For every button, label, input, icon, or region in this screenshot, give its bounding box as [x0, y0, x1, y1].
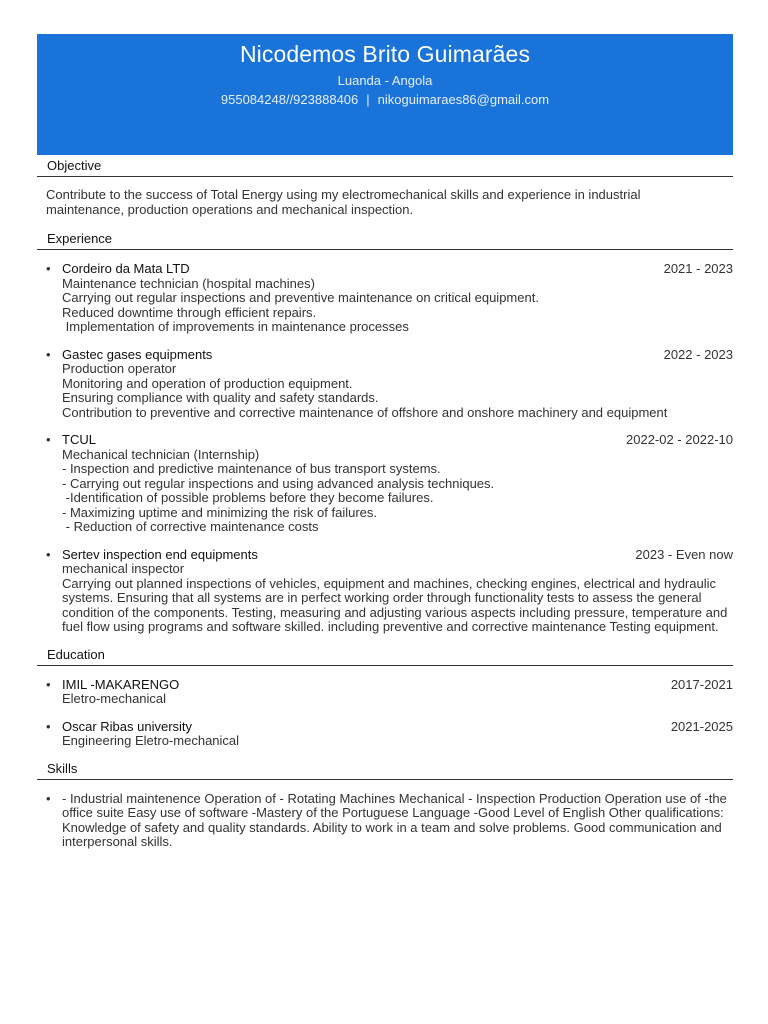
job-detail: Monitoring and operation of production equipment.: [62, 375, 353, 391]
skills-item: [46, 792, 733, 850]
company-name: TCUL: [62, 432, 96, 447]
bullet-icon: •: [46, 718, 51, 734]
date-range: 2021 - 2023: [663, 261, 733, 276]
experience-item: [46, 548, 733, 635]
job-detail: - Maximizing uptime and minimizing the risk of failures.: [62, 504, 377, 520]
skills-text: - Industrial maintenence Operation of - Rotating Machines Mechanical - Inspection Production Operation use of -the office suite Easy use of software -Mastery of the Portuguese Language -Good Level of English Other qualifications: Knowledge of safety and quality standards. Ability to work in a team and solve problems. Good communication and interpersonal skills.: [62, 790, 727, 849]
job-detail: Implementation of improvements in maintenance processes: [62, 319, 409, 334]
company-name: Sertev inspection end equipments: [62, 546, 258, 562]
phone-numbers: 955084248//923888406: [220, 92, 359, 107]
education-heading: Education: [37, 644, 733, 666]
job-detail: -Identification of possible problems before they become failures.: [62, 490, 434, 505]
education-item: [46, 678, 733, 707]
experience-item: [46, 262, 733, 335]
job-detail: Carrying out planned inspections of vehicles, equipment and machines, checking engines, electrical and hydraulic systems. Ensuring that all systems are in perfect working order through functionality tests to assess the general condition of the components. Testing, measuring and adjusting various aspects including pressure, temperature and fuel flow using programs and software skilled. including preventive and corrective maintenance Testing equipment.: [62, 575, 731, 634]
date-range: 2017-2021: [670, 676, 733, 692]
company-name: Cordeiro da Mata LTD: [62, 261, 190, 276]
job-detail: mechanical inspector: [62, 561, 185, 576]
job-detail: Ensuring compliance with quality and safety standards.: [62, 390, 379, 405]
objective-text: Contribute to the success of Total Energy using my electromechanical skills and experience in industrial maintenance, production operations and mechanical inspection.: [46, 187, 641, 217]
degree: Eletro-mechanical: [62, 691, 167, 706]
job-detail: - Inspection and predictive maintenance of bus transport systems.: [62, 461, 441, 476]
bullet-icon: •: [46, 676, 51, 692]
job-detail: - Carrying out regular inspections and using advanced analysis techniques.: [62, 475, 495, 491]
job-detail: - Reduction of corrective maintenance costs: [62, 519, 319, 534]
contact-separator: |: [366, 92, 370, 107]
company-name: Gastec gases equipments: [62, 346, 213, 362]
experience-list: [37, 250, 733, 635]
email-address: nikoguimaraes86@gmail.com: [377, 92, 550, 107]
candidate-name: Nicodemos Brito Guimarães: [239, 41, 531, 67]
experience-heading: Experience: [37, 228, 733, 250]
job-detail: Reduced downtime through efficient repairs.: [62, 304, 317, 320]
job-detail: Contribution to preventive and corrective maintenance of offshore and onshore machinery and equipment: [62, 404, 668, 420]
candidate-location: Luanda - Angola: [337, 73, 433, 88]
job-detail: Maintenance technician (hospital machines): [62, 275, 315, 291]
job-detail: Carrying out regular inspections and preventive maintenance on critical equipment.: [62, 290, 539, 305]
skills-list: [37, 780, 733, 850]
date-range: 2021-2025: [670, 718, 733, 734]
school-name: Oscar Ribas university: [62, 718, 193, 734]
bullet-icon: •: [46, 432, 51, 447]
education-list: [37, 666, 733, 749]
skills-heading: Skills: [37, 758, 733, 780]
school-name: IMIL -MAKARENGO: [62, 676, 180, 692]
bullet-icon: •: [46, 261, 51, 276]
resume-body: [37, 155, 733, 850]
contact-line: [37, 92, 733, 107]
objective-heading: Objective: [37, 155, 733, 177]
resume-header: [37, 34, 733, 155]
job-detail: Production operator: [62, 361, 177, 376]
date-range: 2022-02 - 2022-10: [626, 432, 733, 447]
degree: Engineering Eletro-mechanical: [62, 733, 240, 748]
bullet-icon: •: [46, 346, 51, 362]
job-detail: Mechanical technician (Internship): [62, 446, 260, 462]
education-item: [46, 720, 733, 749]
bullet-icon: •: [46, 790, 51, 806]
date-range: 2022 - 2023: [663, 346, 733, 362]
experience-item: [46, 433, 733, 535]
bullet-icon: •: [46, 546, 51, 562]
experience-item: [46, 348, 733, 421]
date-range: 2023 - Even now: [635, 546, 733, 562]
